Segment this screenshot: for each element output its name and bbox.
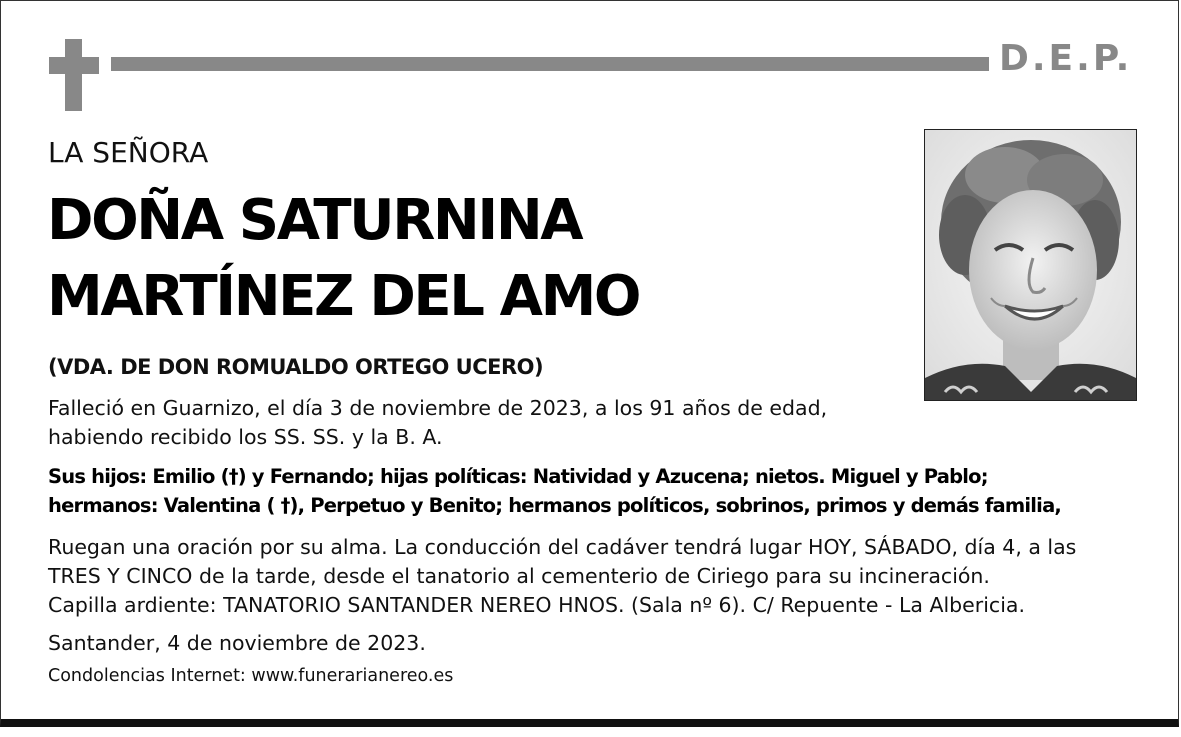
deceased-name	[47, 183, 639, 335]
dep-label: D.E.P.	[999, 38, 1133, 79]
honorific: LA SEÑORA	[48, 136, 209, 169]
widow-of: (VDA. DE DON ROMUALDO ORTEGO UCERO)	[48, 355, 544, 379]
service-line-1: Ruegan una oración por su alma. La conducción del cadáver tendrá lugar HOY, SÁBADO, día 4, a las	[48, 535, 1077, 559]
condolences-link[interactable]: Condolencias Internet: www.funerarianereo.es	[48, 666, 454, 686]
family-list	[48, 462, 1061, 520]
death-details	[48, 394, 827, 452]
name-line-2: MARTÍNEZ DEL AMO	[47, 264, 640, 329]
service-line-3: Capilla ardiente: TANATORIO SANTANDER NEREO HNOS. (Sala nº 6). C/ Repuente - La Albericia.	[48, 593, 1025, 617]
family-line-1: Sus hijos: Emilio (†) y Fernando; hijas políticas: Natividad y Azucena; nietos. Miguel y Pablo;	[48, 465, 988, 488]
place-date: Santander, 4 de noviembre de 2023.	[48, 631, 426, 655]
family-line-2: hermanos: Valentina ( †), Perpetuo y Benito; hermanos políticos, sobrinos, primos y demás familia,	[48, 494, 1062, 517]
portrait-photo	[924, 129, 1137, 401]
death-line-1: Falleció en Guarnizo, el día 3 de noviembre de 2023, a los 91 años de edad,	[48, 396, 828, 420]
death-line-2: habiendo recibido los SS. SS. y la B. A.	[48, 425, 443, 449]
service-details	[48, 533, 1076, 620]
name-line-1: DOÑA SATURNINA	[47, 188, 582, 253]
service-line-2: TRES Y CINCO de la tarde, desde el tanatorio al cementerio de Ciriego para su incineración.	[48, 564, 990, 588]
header-rule	[111, 57, 989, 71]
portrait-image	[925, 130, 1136, 400]
